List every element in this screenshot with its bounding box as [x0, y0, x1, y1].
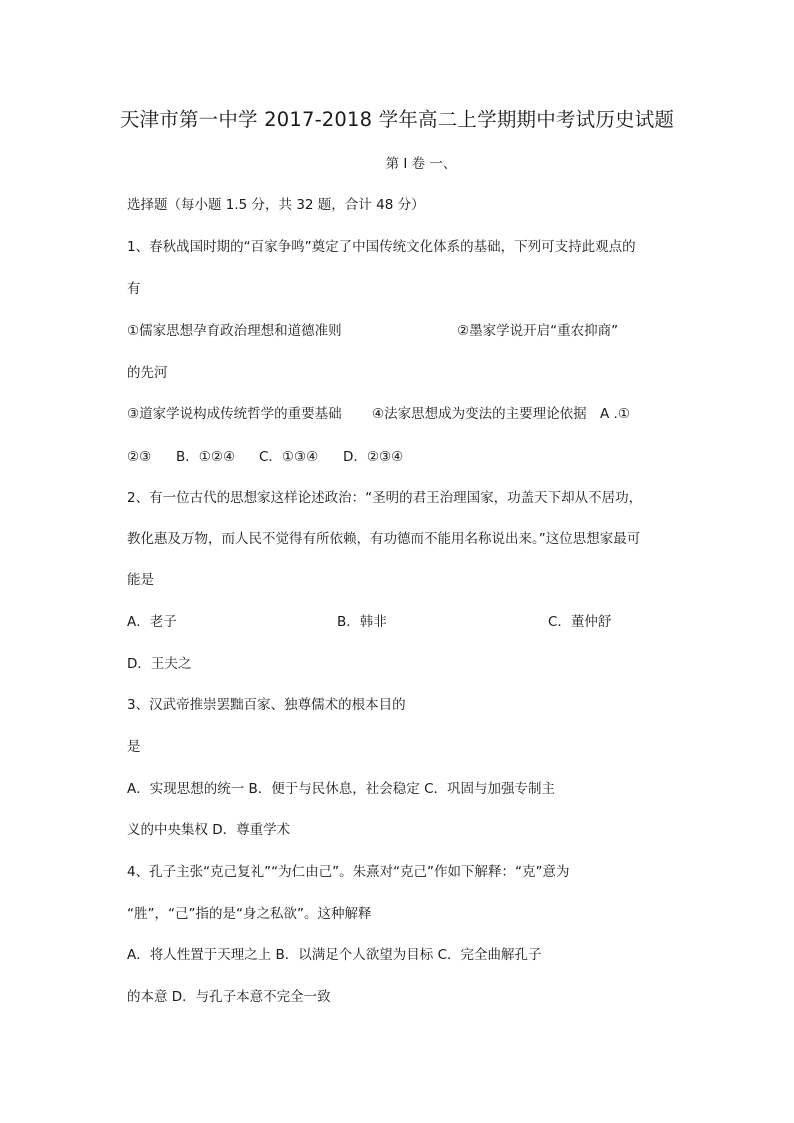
q1-item-4: ④法家思想成为变法的主要理论依据	[372, 406, 587, 422]
q1-option-d: D．②③④	[343, 449, 404, 465]
q1-stem-line-2: 有	[127, 281, 141, 297]
q2-option-a: A．老子	[127, 614, 177, 630]
q4-stem-line-2: “胜”，“己”指的是“身之私欲”。这种解释	[127, 906, 372, 922]
q1-stem-line-1: 1、春秋战国时期的“百家争鸣”奠定了中国传统文化体系的基础，下列可支持此观点的	[127, 239, 636, 255]
q4-options-line-1: A．将人性置于天理之上 B．以满足个人欲望为目标 C．完全曲解孔子	[127, 947, 542, 963]
q2-option-c: C．董仲舒	[548, 614, 612, 630]
q1-item-2: ②墨家学说开启“重农抑商”	[457, 323, 619, 339]
q2-option-d: D．王夫之	[127, 656, 192, 672]
instructions: 选择题（每小题 1.5 分，共 32 题，合计 48 分）	[127, 197, 425, 213]
section-heading: 第 I 卷 一、	[385, 156, 457, 172]
q1-item-3: ③道家学说构成传统哲学的重要基础	[127, 406, 342, 422]
q1-item-2-cont: 的先河	[127, 365, 168, 381]
exam-title: 天津市第一中学 2017-2018 学年高二上学期期中考试历史试题	[119, 108, 675, 131]
q3-options-line-1: A．实现思想的统一 B．便于与民休息，社会稳定 C．巩固与加强专制主	[127, 781, 556, 797]
q1-item-1: ①儒家思想孕育政治理想和道德准则	[127, 323, 342, 339]
q1-option-b: B．①②④	[176, 449, 236, 465]
q2-stem-line-1: 2、有一位古代的思想家这样论述政治：“圣明的君王治理国家，功盖天下却从不居功，	[127, 490, 643, 506]
q3-stem-line-2: 是	[127, 739, 141, 755]
q1-option-c: C．①③④	[259, 449, 319, 465]
q3-options-line-2: 义的中央集权 D．尊重学术	[127, 822, 291, 838]
q2-stem-line-2: 教化惠及万物，而人民不觉得有所依赖，有功德而不能用名称说出来。”这位思想家最可	[127, 531, 641, 547]
q2-stem-line-3: 能是	[127, 572, 154, 588]
q1-option-a-cont: ②③	[127, 449, 152, 465]
q3-stem-line-1: 3、汉武帝推崇罢黜百家、独尊儒术的根本目的	[127, 697, 406, 713]
q4-options-line-2: 的本意 D．与孔子本意不完全一致	[127, 989, 331, 1005]
q4-stem-line-1: 4、孔子主张“克己复礼”“为仁由己”。朱熹对“克己”作如下解释：“克”意为	[127, 864, 570, 880]
q1-option-a: A .①	[600, 406, 630, 422]
q2-option-b: B．韩非	[337, 614, 387, 630]
